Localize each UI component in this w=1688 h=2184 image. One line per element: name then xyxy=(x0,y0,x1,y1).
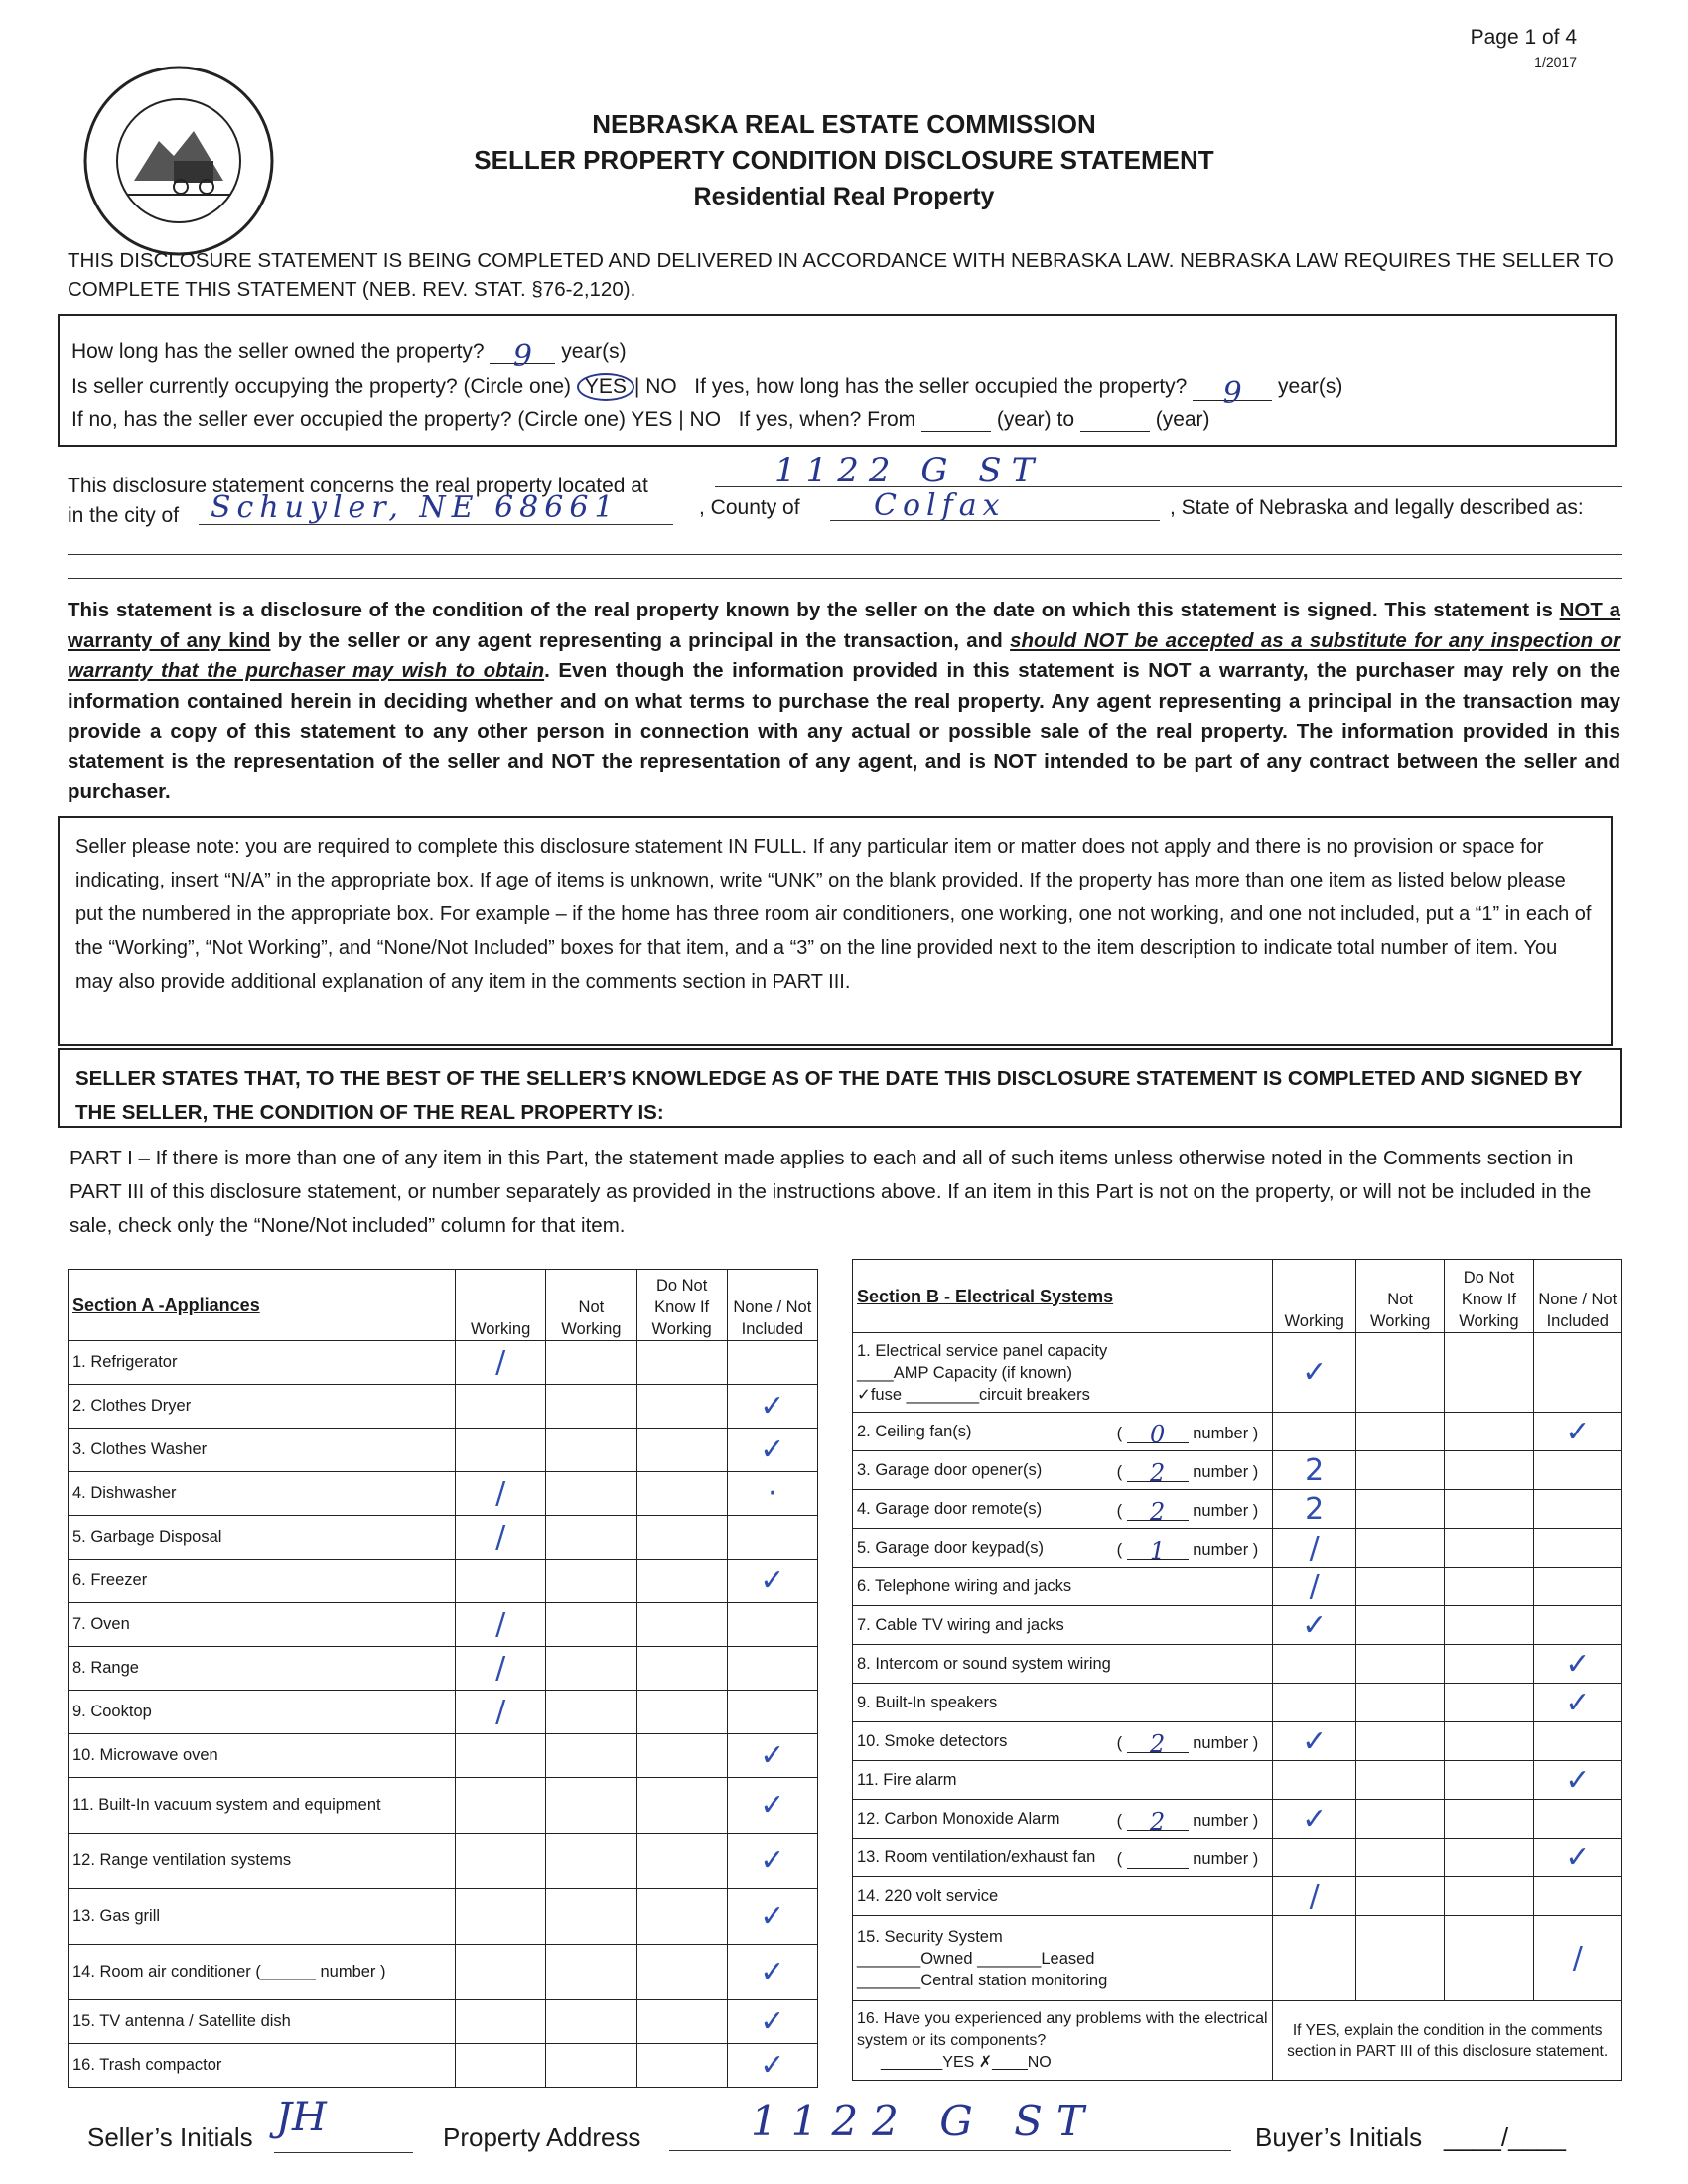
table-row xyxy=(69,1834,818,1889)
section-a-working-cell[interactable] xyxy=(456,1734,546,1778)
section-a-item-label: 1. Refrigerator xyxy=(69,1341,456,1385)
disclaimer-not-substitute: should NOT be accepted as a substitute for any inspection or warranty that the purchaser may wish to obtain xyxy=(68,628,1621,682)
section-b-working-cell[interactable] xyxy=(1273,1684,1356,1722)
section-b-not-working-cell[interactable] xyxy=(1356,1606,1445,1645)
problems-label: 16. Have you experienced any problems with the electrical system or its components? xyxy=(857,2009,1268,2049)
count-field[interactable]: 2 xyxy=(1127,1498,1189,1521)
disclaimer-text-1: This statement is a disclosure of the condition of the real property known by the seller on the date on which this statement is signed. This statement is xyxy=(68,599,1560,621)
section-a-item-label: 8. Range xyxy=(69,1647,456,1691)
section-a-item-label: 7. Oven xyxy=(69,1603,456,1647)
count-field-group: ( 1 number ) xyxy=(1116,1537,1259,1565)
panel-working-cell[interactable]: ✓ xyxy=(1273,1333,1356,1413)
count-field[interactable]: 2 xyxy=(1127,1808,1189,1831)
table-row xyxy=(853,1645,1622,1684)
section-a-none-cell[interactable] xyxy=(727,1603,817,1647)
section-a-working-cell[interactable] xyxy=(456,2000,546,2044)
table-row xyxy=(69,1560,818,1603)
seller-note-box: Seller please note: you are required to complete this disclosure statement IN FULL. If any particular item or matter does not apply and there is no provision or space for indicating, insert “N/A” in the appropriate box. If age of items is unknown, write “UNK” on the blank provided. If the property has more than one item as listed below please put the numbered in the appropriate box. For example – if the home has three room air conditioners, one working, one not working, and one not included, put a “1” in each of the “Working”, “Not Working”, and “None/Not Included” boxes for that item, and a “3” on the line provided next to the item description to indicate total number of item. You may also provide additional explanation of any item in the comments section in PART III. xyxy=(58,816,1613,1046)
section-a-item-label: 10. Microwave oven xyxy=(69,1734,456,1778)
ever-occupied-question: If no, has the seller ever occupied the property? (Circle one) YES | NO xyxy=(71,408,722,431)
section-b-unknown-cell[interactable] xyxy=(1445,1645,1533,1684)
item-label-text: 2. Ceiling fan(s) xyxy=(857,1422,972,1440)
section-b-working-cell[interactable]: / xyxy=(1273,1529,1356,1568)
section-a-item-label: 4. Dishwasher xyxy=(69,1472,456,1516)
electrical-panel-label xyxy=(853,1333,1273,1413)
legal-description-line-2[interactable] xyxy=(68,578,1622,579)
section-b-item-label xyxy=(853,1684,1273,1722)
section-b-not-working-cell[interactable] xyxy=(1356,1800,1445,1839)
item-label-text: 10. Smoke detectors xyxy=(857,1731,1008,1750)
buyer-initials-field[interactable]: ____/____ xyxy=(1444,2122,1566,2152)
page-number: Page 1 of 4 xyxy=(1470,26,1577,49)
section-a-none-cell[interactable]: · xyxy=(727,1472,817,1516)
occupied-question: If yes, how long has the seller occupied the property? xyxy=(694,375,1188,398)
section-a-unknown-cell[interactable] xyxy=(636,1385,727,1429)
section-a-none-cell[interactable]: ✓ xyxy=(727,1834,817,1889)
panel-label: 1. Electrical service panel capacity xyxy=(857,1341,1108,1360)
section-b-not-working-cell[interactable] xyxy=(1356,1839,1445,1877)
problems-note: If YES, explain the condition in the comments section in PART III of this disclosure statement. xyxy=(1273,2001,1622,2081)
section-b-unknown-cell[interactable] xyxy=(1445,1722,1533,1761)
table-row xyxy=(853,1684,1622,1722)
section-a-unknown-cell[interactable] xyxy=(636,1647,727,1691)
table-row xyxy=(69,1603,818,1647)
section-b-none-cell[interactable] xyxy=(1533,1451,1621,1490)
count-field[interactable]: 2 xyxy=(1127,1459,1189,1482)
section-b-unknown-cell[interactable] xyxy=(1445,1451,1533,1490)
section-b-not-working-cell[interactable] xyxy=(1356,1645,1445,1684)
section-a-none-cell[interactable]: ✓ xyxy=(727,1429,817,1472)
section-a-not-working-cell[interactable] xyxy=(546,2000,636,2044)
section-a-not-working-cell[interactable] xyxy=(546,2044,636,2088)
table-row xyxy=(69,1734,818,1778)
count-field-group: ( 2 number ) xyxy=(1116,1808,1259,1836)
state-label: , State of Nebraska and legally described as: xyxy=(1170,496,1584,519)
section-b-none-cell[interactable]: ✓ xyxy=(1533,1839,1621,1877)
section-b-none-cell[interactable] xyxy=(1533,1722,1621,1761)
table-row xyxy=(69,1429,818,1472)
item-label-text: 14. 220 volt service xyxy=(857,1886,999,1905)
section-a-unknown-cell[interactable] xyxy=(636,1603,727,1647)
section-b-unknown-cell[interactable] xyxy=(1445,1839,1533,1877)
section-b-none-cell[interactable]: ✓ xyxy=(1533,1645,1621,1684)
count-field[interactable]: 1 xyxy=(1127,1537,1189,1560)
count-field[interactable]: 0 xyxy=(1127,1421,1189,1443)
panel-not-working-cell[interactable] xyxy=(1356,1333,1445,1413)
table-row xyxy=(853,1839,1622,1877)
county-field[interactable]: Colfax xyxy=(874,488,1006,523)
section-a-unknown-cell[interactable] xyxy=(636,1560,727,1603)
section-a-unknown-cell[interactable] xyxy=(636,1341,727,1385)
city-field[interactable]: Schuyler, NE 68661 xyxy=(211,490,620,525)
section-b-unknown-cell[interactable] xyxy=(1445,1568,1533,1606)
section-a-not-working-cell[interactable] xyxy=(546,1341,636,1385)
section-a-unknown-cell[interactable] xyxy=(636,1834,727,1889)
section-a-unknown-cell[interactable] xyxy=(636,1945,727,2000)
section-a-unknown-cell[interactable] xyxy=(636,2044,727,2088)
page-title: NEBRASKA REAL ESTATE COMMISSION xyxy=(592,109,1096,139)
legal-description-line-1[interactable] xyxy=(68,554,1622,555)
section-a-none-cell[interactable] xyxy=(727,1516,817,1560)
central-monitoring: _______Central station monitoring xyxy=(857,1971,1108,1989)
section-b-not-working-cell[interactable] xyxy=(1356,1568,1445,1606)
section-b-unknown-cell[interactable] xyxy=(1445,1606,1533,1645)
section-b-item-label xyxy=(853,1413,1273,1451)
col-not-working: Not Working xyxy=(546,1270,636,1341)
section-a-not-working-cell[interactable] xyxy=(546,1834,636,1889)
section-b-unknown-cell[interactable] xyxy=(1445,1877,1533,1916)
section-b-item-label xyxy=(853,1645,1273,1684)
ownership-box xyxy=(58,314,1617,447)
when-label: If yes, when? From xyxy=(738,408,916,431)
section-b-working-cell[interactable]: / xyxy=(1273,1877,1356,1916)
number-label: number ) xyxy=(1193,1502,1259,1520)
table-row xyxy=(853,1413,1622,1451)
table-row xyxy=(853,1800,1622,1839)
section-a-none-cell[interactable] xyxy=(727,1341,817,1385)
from-year-field[interactable] xyxy=(921,407,991,432)
section-a-none-cell[interactable]: ✓ xyxy=(727,1385,817,1429)
section-a-table xyxy=(68,1269,818,2088)
section-a-not-working-cell[interactable] xyxy=(546,1560,636,1603)
section-a-title: Section A -Appliances xyxy=(69,1270,456,1341)
item-label-text: 5. Garage door keypad(s) xyxy=(857,1538,1045,1557)
section-a-item-label: 5. Garbage Disposal xyxy=(69,1516,456,1560)
county-label: , County of xyxy=(699,496,800,519)
col-none: None / Not Included xyxy=(727,1270,817,1341)
section-b-none-cell[interactable]: ✓ xyxy=(1533,1413,1621,1451)
section-a-not-working-cell[interactable] xyxy=(546,1429,636,1472)
table-row xyxy=(69,1341,818,1385)
form-subtitle: Residential Real Property xyxy=(693,183,995,210)
table-row xyxy=(853,1606,1622,1645)
section-a-not-working-cell[interactable] xyxy=(546,1889,636,1945)
table-row xyxy=(853,1877,1622,1916)
col-b-working: Working xyxy=(1273,1260,1356,1333)
section-b-working-cell[interactable] xyxy=(1273,1413,1356,1451)
seller-initials-label: Seller’s Initials xyxy=(87,2122,253,2152)
section-a-working-cell[interactable]: / xyxy=(456,1516,546,1560)
section-a-working-cell[interactable] xyxy=(456,2044,546,2088)
section-b-not-working-cell[interactable] xyxy=(1356,1877,1445,1916)
table-row xyxy=(69,1385,818,1429)
section-b-none-cell[interactable] xyxy=(1533,1529,1621,1568)
table-row xyxy=(69,1472,818,1516)
section-a-unknown-cell[interactable] xyxy=(636,1429,727,1472)
section-b-not-working-cell[interactable] xyxy=(1356,1722,1445,1761)
section-b-item-label xyxy=(853,1877,1273,1916)
section-a-working-cell[interactable] xyxy=(456,1560,546,1603)
count-field[interactable] xyxy=(1127,1846,1189,1869)
section-b-unknown-cell[interactable] xyxy=(1445,1800,1533,1839)
table-row xyxy=(853,1490,1622,1529)
section-b-unknown-cell[interactable] xyxy=(1445,1413,1533,1451)
section-b-not-working-cell[interactable] xyxy=(1356,1529,1445,1568)
section-a-none-cell[interactable]: ✓ xyxy=(727,1560,817,1603)
section-b-item-label xyxy=(853,1568,1273,1606)
to-year-field[interactable] xyxy=(1080,407,1150,432)
section-a-none-cell[interactable]: ✓ xyxy=(727,1889,817,1945)
security-label: 15. Security System xyxy=(857,1927,1003,1946)
section-a-not-working-cell[interactable] xyxy=(546,1691,636,1734)
count-field-group: ( 2 number ) xyxy=(1116,1730,1259,1758)
section-a-working-cell[interactable]: / xyxy=(456,1691,546,1734)
seller-initials-field[interactable]: JH xyxy=(276,2095,327,2140)
section-a-not-working-cell[interactable] xyxy=(546,1516,636,1560)
section-b-none-cell[interactable] xyxy=(1533,1490,1621,1529)
security-none-cell[interactable]: / xyxy=(1533,1916,1621,2001)
disclaimer-text-3: . Even though the information provided in this statement is NOT a warranty, the purchaser may rely on the information contained herein in deciding whether and on what terms to purchase the real property. Any agent representing a principal in the transaction may provide a copy of this statement to any other person in connection with any actual or possible sale of the real property. The information provided in this statement is the representation of the seller and NOT the representation of any agent, and is NOT intended to be part of any contract between the seller and purchaser. xyxy=(68,659,1620,803)
section-b-working-cell[interactable]: 2 xyxy=(1273,1490,1356,1529)
table-row xyxy=(853,2001,1622,2081)
col-unknown: Do Not Know If Working xyxy=(636,1270,727,1341)
number-label: number ) xyxy=(1193,1812,1259,1830)
problems-question xyxy=(853,2001,1273,2081)
intro-statement: THIS DISCLOSURE STATEMENT IS BEING COMPLETED AND DELIVERED IN ACCORDANCE WITH NEBRASKA LAW. NEBRASKA LAW REQUIRES THE SELLER TO COMPLETE THIS STATEMENT (NEB. REV. STAT. §76-2,120). xyxy=(68,249,1614,301)
section-a-none-cell[interactable]: ✓ xyxy=(727,1734,817,1778)
security-working-cell[interactable] xyxy=(1273,1916,1356,2001)
panel-unknown-cell[interactable] xyxy=(1445,1333,1533,1413)
section-b-working-cell[interactable]: ✓ xyxy=(1273,1800,1356,1839)
buyer-initials-label: Buyer’s Initials xyxy=(1255,2122,1423,2152)
item-label-text: 7. Cable TV wiring and jacks xyxy=(857,1615,1064,1634)
section-a-none-cell[interactable]: ✓ xyxy=(727,1778,817,1834)
security-unknown-cell[interactable] xyxy=(1445,1916,1533,2001)
section-b-not-working-cell[interactable] xyxy=(1356,1413,1445,1451)
part1-instructions: PART I – If there is more than one of any item in this Part, the statement made applies to each and all of such items unless otherwise noted in the Comments section in PART III of this disclosure statement, or number separately as provided in the instructions above. If an item in this Part is not on the property, or will not be included in the sale, check only the “None/Not included” column for that item. xyxy=(70,1147,1592,1237)
number-label: number ) xyxy=(1193,1734,1259,1752)
panel-none-cell[interactable] xyxy=(1533,1333,1621,1413)
form-title: SELLER PROPERTY CONDITION DISCLOSURE STATEMENT xyxy=(474,145,1214,175)
section-a-item-label: 9. Cooktop xyxy=(69,1691,456,1734)
city-line xyxy=(199,524,673,525)
occupied-years-field[interactable]: 9 xyxy=(1193,376,1272,401)
table-row xyxy=(69,1778,818,1834)
section-a-none-cell[interactable]: ✓ xyxy=(727,2044,817,2088)
section-b-item-label xyxy=(853,1606,1273,1645)
section-b-working-cell[interactable] xyxy=(1273,1839,1356,1877)
section-a-working-cell[interactable] xyxy=(456,1889,546,1945)
number-label: number ) xyxy=(1193,1850,1259,1868)
table-row xyxy=(69,2000,818,2044)
section-b-table xyxy=(852,1259,1622,2081)
section-a-none-cell[interactable]: ✓ xyxy=(727,1945,817,2000)
item-label-text: 8. Intercom or sound system wiring xyxy=(857,1654,1111,1673)
section-b-working-cell[interactable]: ✓ xyxy=(1273,1722,1356,1761)
section-b-unknown-cell[interactable] xyxy=(1445,1529,1533,1568)
section-b-none-cell[interactable]: ✓ xyxy=(1533,1761,1621,1800)
section-b-working-cell[interactable]: 2 xyxy=(1273,1451,1356,1490)
located-label: This disclosure statement concerns the real property located at xyxy=(68,475,648,497)
problems-yes-no[interactable]: _______YES ✗____NO xyxy=(881,2053,1052,2071)
count-field[interactable]: 2 xyxy=(1127,1730,1189,1753)
amp-capacity: ____AMP Capacity (if known) xyxy=(857,1363,1073,1382)
seller-states-box: SELLER STATES THAT, TO THE BEST OF THE SELLER’S KNOWLEDGE AS OF THE DATE THIS DISCLOSURE STATEMENT IS COMPLETED AND SIGNED BY THE SELLER, THE CONDITION OF THE REAL PROPERTY IS: xyxy=(58,1048,1622,1128)
occupy-question: Is seller currently occupying the property? (Circle one) xyxy=(71,375,572,398)
disclaimer-not-warranty: NOT a warranty of any kind xyxy=(68,599,1620,652)
section-a-working-cell[interactable]: / xyxy=(456,1341,546,1385)
section-b-item-label xyxy=(853,1800,1273,1839)
section-a-unknown-cell[interactable] xyxy=(636,1516,727,1560)
section-b-item-label xyxy=(853,1529,1273,1568)
section-a-working-cell[interactable] xyxy=(456,1429,546,1472)
section-a-not-working-cell[interactable] xyxy=(546,1778,636,1834)
seller-initials-line xyxy=(274,2152,413,2153)
footer-address-line xyxy=(669,2150,1231,2151)
section-a-item-label: 13. Gas grill xyxy=(69,1889,456,1945)
col-b-not-working: Not Working xyxy=(1356,1260,1445,1333)
table-row xyxy=(69,1945,818,2000)
section-a-not-working-cell[interactable] xyxy=(546,1385,636,1429)
item-label-text: 6. Telephone wiring and jacks xyxy=(857,1576,1072,1595)
section-a-working-cell[interactable] xyxy=(456,1385,546,1429)
disclaimer-text-2: by the seller or any agent representing a principal in the transaction, and xyxy=(270,628,1011,652)
col-b-none: None / Not Included xyxy=(1533,1260,1621,1333)
count-field-group: ( 0 number ) xyxy=(1116,1421,1259,1448)
section-a-unknown-cell[interactable] xyxy=(636,1734,727,1778)
owned-years-field[interactable]: 9 xyxy=(490,340,555,364)
section-a-not-working-cell[interactable] xyxy=(546,1734,636,1778)
table-row xyxy=(69,1691,818,1734)
section-a-item-label: 3. Clothes Washer xyxy=(69,1429,456,1472)
yes-circled[interactable]: YES xyxy=(577,373,634,401)
section-b-none-cell[interactable]: ✓ xyxy=(1533,1684,1621,1722)
section-b-none-cell[interactable] xyxy=(1533,1568,1621,1606)
col-b-unknown: Do Not Know If Working xyxy=(1445,1260,1533,1333)
years-label-2: year(s) xyxy=(1278,375,1343,398)
security-not-working-cell[interactable] xyxy=(1356,1916,1445,2001)
section-b-unknown-cell[interactable] xyxy=(1445,1761,1533,1800)
table-row xyxy=(853,1568,1622,1606)
section-b-working-cell[interactable]: / xyxy=(1273,1568,1356,1606)
section-a-item-label: 2. Clothes Dryer xyxy=(69,1385,456,1429)
table-row xyxy=(69,1516,818,1560)
section-a-none-cell[interactable]: ✓ xyxy=(727,2000,817,2044)
section-a-item-label: 16. Trash compactor xyxy=(69,2044,456,2088)
item-label-text: 3. Garage door opener(s) xyxy=(857,1460,1043,1479)
section-b-unknown-cell[interactable] xyxy=(1445,1684,1533,1722)
section-a-working-cell[interactable]: / xyxy=(456,1472,546,1516)
section-b-not-working-cell[interactable] xyxy=(1356,1761,1445,1800)
section-b-not-working-cell[interactable] xyxy=(1356,1490,1445,1529)
item-label-text: 12. Carbon Monoxide Alarm xyxy=(857,1809,1060,1828)
table-row xyxy=(853,1722,1622,1761)
table-row xyxy=(853,1761,1622,1800)
section-a-item-label: 11. Built-In vacuum system and equipment xyxy=(69,1778,456,1834)
section-a-working-cell[interactable]: / xyxy=(456,1647,546,1691)
section-a-item-label: 15. TV antenna / Satellite dish xyxy=(69,2000,456,2044)
security-system-label xyxy=(853,1916,1273,2001)
table-row xyxy=(69,1889,818,1945)
section-a-working-cell[interactable] xyxy=(456,1834,546,1889)
section-b-not-working-cell[interactable] xyxy=(1356,1451,1445,1490)
footer-address-field[interactable]: 1122 G ST xyxy=(751,2097,1098,2145)
property-address-field[interactable]: 1122 G ST xyxy=(774,451,1045,490)
section-b-none-cell[interactable] xyxy=(1533,1877,1621,1916)
number-label: number ) xyxy=(1193,1463,1259,1481)
section-a-unknown-cell[interactable] xyxy=(636,2000,727,2044)
number-label: number ) xyxy=(1193,1541,1259,1559)
count-field-group: ( 2 number ) xyxy=(1116,1459,1259,1487)
section-a-not-working-cell[interactable] xyxy=(546,1603,636,1647)
section-b-unknown-cell[interactable] xyxy=(1445,1490,1533,1529)
section-b-not-working-cell[interactable] xyxy=(1356,1684,1445,1722)
section-b-working-cell[interactable] xyxy=(1273,1761,1356,1800)
section-a-not-working-cell[interactable] xyxy=(546,1945,636,2000)
no-option[interactable]: | NO xyxy=(633,375,677,398)
section-b-item-label xyxy=(853,1451,1273,1490)
county-line xyxy=(830,520,1160,521)
owned-question: How long has the seller owned the property? xyxy=(71,341,485,363)
section-a-working-cell[interactable]: / xyxy=(456,1603,546,1647)
disclaimer-paragraph xyxy=(68,596,1620,808)
section-a-none-cell[interactable] xyxy=(727,1691,817,1734)
property-address-label: Property Address xyxy=(443,2122,641,2152)
section-b-item-label xyxy=(853,1761,1273,1800)
col-working: Working xyxy=(456,1270,546,1341)
section-b-none-cell[interactable] xyxy=(1533,1606,1621,1645)
item-label-text: 11. Fire alarm xyxy=(857,1770,957,1789)
item-label-text: 4. Garage door remote(s) xyxy=(857,1499,1043,1518)
section-a-none-cell[interactable] xyxy=(727,1647,817,1691)
section-b-item-label xyxy=(853,1722,1273,1761)
count-field-group: ( 2 number ) xyxy=(1116,1498,1259,1526)
section-a-item-label: 6. Freezer xyxy=(69,1560,456,1603)
section-b-none-cell[interactable] xyxy=(1533,1800,1621,1839)
section-a-unknown-cell[interactable] xyxy=(636,1778,727,1834)
years-label: year(s) xyxy=(561,341,627,363)
item-label-text: 9. Built-In speakers xyxy=(857,1693,998,1711)
section-a-not-working-cell[interactable] xyxy=(546,1472,636,1516)
table-row xyxy=(853,1916,1622,2001)
table-row xyxy=(69,2044,818,2088)
table-row xyxy=(853,1529,1622,1568)
section-b-item-label xyxy=(853,1490,1273,1529)
table-row xyxy=(853,1451,1622,1490)
table-row xyxy=(69,1647,818,1691)
city-label: in the city of xyxy=(68,504,180,527)
section-a-unknown-cell[interactable] xyxy=(636,1472,727,1516)
section-a-item-label: 14. Room air conditioner (______ number ) xyxy=(69,1945,456,2000)
revision-date: 1/2017 xyxy=(1534,54,1577,69)
section-a-not-working-cell[interactable] xyxy=(546,1647,636,1691)
section-a-unknown-cell[interactable] xyxy=(636,1691,727,1734)
section-a-item-label: 12. Range ventilation systems xyxy=(69,1834,456,1889)
year-label-end: (year) xyxy=(1155,408,1210,431)
section-a-working-cell[interactable] xyxy=(456,1945,546,2000)
to-label: (year) to xyxy=(996,408,1075,431)
item-label-text: 13. Room ventilation/exhaust fan xyxy=(857,1847,1096,1866)
section-b-title: Section B - Electrical Systems xyxy=(853,1260,1273,1333)
section-b-working-cell[interactable] xyxy=(1273,1645,1356,1684)
section-b-working-cell[interactable]: ✓ xyxy=(1273,1606,1356,1645)
owned-leased: _______Owned _______Leased xyxy=(857,1949,1095,1968)
table-row xyxy=(853,1333,1622,1413)
section-a-unknown-cell[interactable] xyxy=(636,1889,727,1945)
number-label: number ) xyxy=(1193,1425,1259,1442)
section-b-item-label xyxy=(853,1839,1273,1877)
section-a-working-cell[interactable] xyxy=(456,1778,546,1834)
address-line xyxy=(715,486,1622,487)
count-field-group: ( number ) xyxy=(1117,1846,1259,1869)
fuse-breakers: ✓fuse ________circuit breakers xyxy=(857,1385,1090,1404)
